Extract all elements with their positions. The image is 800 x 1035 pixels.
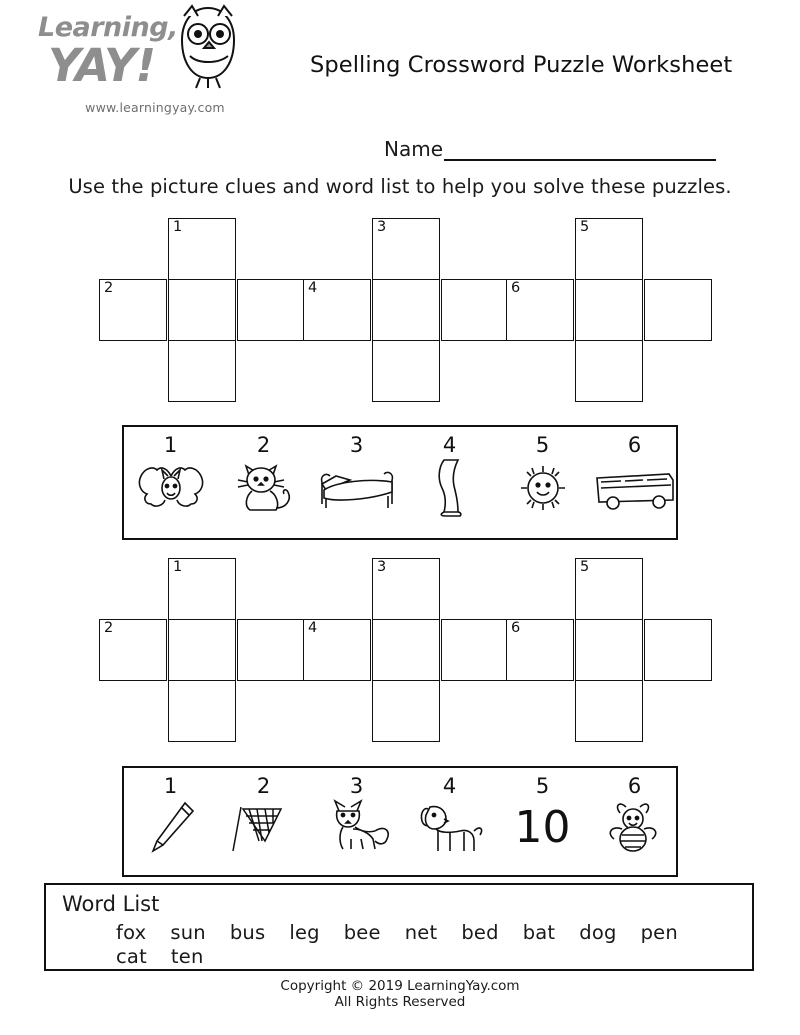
cell[interactable]	[441, 619, 509, 681]
cell-down-clue[interactable]	[372, 558, 440, 620]
picture-clue-1	[124, 427, 217, 538]
picture-clue-5	[496, 427, 589, 538]
leg-icon	[403, 458, 496, 520]
cell-number: 1	[173, 219, 183, 235]
picture-clue-6	[589, 768, 680, 875]
clue-number: 2	[256, 774, 271, 798]
bee-icon	[589, 799, 680, 861]
word-item: bat	[522, 921, 556, 944]
page-footer	[0, 978, 800, 1010]
clue-number: 5	[535, 433, 550, 457]
word-item: bed	[461, 921, 499, 944]
dog-icon	[403, 799, 496, 861]
cell-down-clue[interactable]	[575, 558, 643, 620]
logo-url: www.learningyay.com	[85, 100, 225, 115]
cell[interactable]	[237, 279, 305, 341]
picture-clue-4	[403, 768, 496, 875]
rights-line: All Rights Reserved	[334, 994, 466, 1010]
clue-number: 1	[163, 774, 178, 798]
copyright-line: Copyright © 2019 LearningYay.com	[280, 978, 520, 994]
cell[interactable]	[575, 619, 643, 681]
cell-number: 6	[511, 620, 521, 636]
cell[interactable]	[168, 340, 236, 402]
picture-clue-1	[124, 768, 217, 875]
page-title: Spelling Crossword Puzzle Worksheet	[310, 52, 733, 78]
word-item: cat	[116, 945, 147, 968]
cell[interactable]	[575, 340, 643, 402]
cell-number: 4	[308, 280, 318, 296]
cell[interactable]	[168, 680, 236, 742]
cell[interactable]	[372, 279, 440, 341]
cell-number: 6	[511, 280, 521, 296]
clue-number: 3	[349, 433, 364, 457]
cell[interactable]	[372, 680, 440, 742]
crossword-unit-1b	[303, 218, 509, 408]
logo-text-yay: YAY!	[48, 39, 156, 92]
word-item: pen	[640, 921, 678, 944]
cell[interactable]	[575, 680, 643, 742]
cell[interactable]	[237, 619, 305, 681]
cell[interactable]	[644, 619, 712, 681]
clue-number: 2	[256, 433, 271, 457]
cell[interactable]	[644, 279, 712, 341]
word-item: ten	[170, 945, 204, 968]
word-item: bee	[343, 921, 381, 944]
word-item: fox	[116, 921, 147, 944]
cell[interactable]	[575, 279, 643, 341]
cell[interactable]	[168, 619, 236, 681]
name-field-row	[384, 137, 716, 161]
page-header	[0, 0, 800, 170]
picture-clue-3	[310, 768, 403, 875]
cat-icon	[217, 458, 310, 520]
word-item: sun	[170, 921, 206, 944]
name-input-line[interactable]	[444, 140, 716, 161]
ten-number-text: 10	[514, 802, 571, 853]
word-item: leg	[289, 921, 320, 944]
cell[interactable]	[372, 619, 440, 681]
word-list-words	[116, 921, 746, 969]
cell-down-clue[interactable]	[372, 218, 440, 280]
cell-across-clue[interactable]	[303, 619, 371, 681]
word-item: net	[404, 921, 438, 944]
bat-icon	[124, 458, 217, 520]
clue-number: 1	[163, 433, 178, 457]
crossword-grid-1	[0, 218, 800, 408]
cell[interactable]	[372, 340, 440, 402]
fox-icon	[310, 799, 403, 861]
picture-clue-6	[589, 427, 680, 538]
crossword-unit-2c	[506, 558, 712, 748]
net-icon	[217, 799, 310, 861]
cell-across-clue[interactable]	[99, 619, 167, 681]
cell-across-clue[interactable]	[506, 619, 574, 681]
cell-number: 3	[377, 219, 387, 235]
cell-number: 1	[173, 559, 183, 575]
cell-number: 5	[580, 219, 590, 235]
sun-icon	[496, 458, 589, 520]
cell-number: 3	[377, 559, 387, 575]
picture-clue-5	[496, 768, 589, 875]
cell[interactable]	[168, 279, 236, 341]
cell-number: 2	[104, 620, 114, 636]
cell-number: 4	[308, 620, 318, 636]
crossword-unit-2a	[99, 558, 305, 748]
cell-across-clue[interactable]	[99, 279, 167, 341]
crossword-unit-2b	[303, 558, 509, 748]
word-list-box	[44, 883, 754, 971]
picture-clue-strip-1	[122, 425, 678, 540]
pen-icon	[124, 799, 217, 861]
clue-number: 3	[349, 774, 364, 798]
picture-clue-3	[310, 427, 403, 538]
cell[interactable]	[441, 279, 509, 341]
bed-icon	[310, 458, 403, 520]
crossword-unit-1c	[506, 218, 712, 408]
crossword-unit-1a	[99, 218, 305, 408]
word-item: dog	[579, 921, 617, 944]
word-item: bus	[229, 921, 266, 944]
picture-clue-4	[403, 427, 496, 538]
cell-across-clue[interactable]	[303, 279, 371, 341]
cell-across-clue[interactable]	[506, 279, 574, 341]
instructions-text: Use the picture clues and word list to help you solve these puzzles.	[68, 175, 732, 198]
word-list-title: Word List	[62, 892, 160, 916]
picture-clue-strip-2	[122, 766, 678, 877]
clue-number: 5	[535, 774, 550, 798]
name-label: Name	[384, 137, 444, 161]
picture-clue-2	[217, 427, 310, 538]
ten-number	[496, 799, 589, 861]
cell-down-clue[interactable]	[575, 218, 643, 280]
clue-number: 6	[627, 433, 642, 457]
cell-number: 5	[580, 559, 590, 575]
logo-text-learning: Learning,	[38, 12, 178, 43]
clue-number: 4	[442, 774, 457, 798]
crossword-grid-2	[0, 558, 800, 748]
cell-down-clue[interactable]	[168, 218, 236, 280]
cell-down-clue[interactable]	[168, 558, 236, 620]
clue-number: 6	[627, 774, 642, 798]
clue-number: 4	[442, 433, 457, 457]
bus-icon	[589, 458, 680, 520]
owl-icon	[168, 0, 248, 92]
picture-clue-2	[217, 768, 310, 875]
cell-number: 2	[104, 280, 114, 296]
